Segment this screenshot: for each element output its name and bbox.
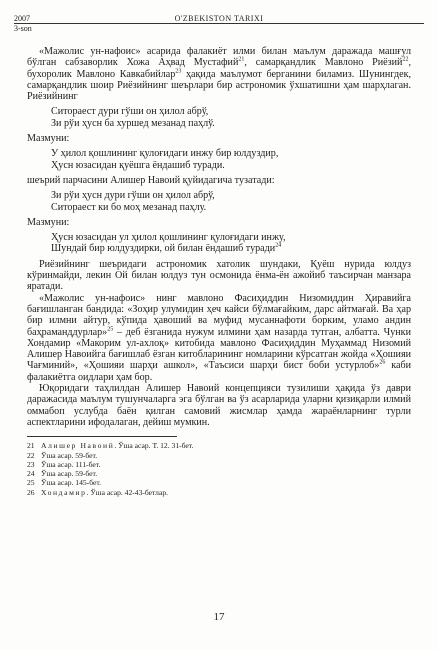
running-header bbox=[14, 10, 424, 40]
verse-line: У ҳилол қошлининг қулоғидаги инжу бир юлдуздир, bbox=[51, 148, 279, 160]
verse-line: Ҳусн юзасидан қуёшга ёндашиб туради. bbox=[51, 159, 225, 171]
header-rule bbox=[14, 23, 424, 24]
header-issue: 3-son bbox=[14, 24, 32, 33]
header-journal-title: O'ZBEKISTON TARIXI bbox=[174, 14, 264, 23]
verse-line: Ситораест дури гўши он ҳилол абрў, bbox=[51, 106, 209, 118]
paragraph-3: Риёзийнинг шеъридаги астрономик хатолик шундаки, Қуёш нурида юлдуз кўринмайди, лекин Ой билан юлдуз тун осмонида ёнма-ён ажойиб таъсирчан манзара яратади. bbox=[27, 258, 411, 293]
paragraph-1-text-b: , самарқандлик Мавлоно Риёзий bbox=[244, 57, 403, 69]
verse-corrected bbox=[51, 190, 411, 213]
meaning-label: Мазмуни: bbox=[27, 133, 70, 145]
footnote-number: 22 bbox=[27, 450, 35, 460]
footnote-number: 25 bbox=[27, 478, 35, 488]
footnote-text: Ўша асар. 59-бет. bbox=[41, 450, 98, 460]
footnotes bbox=[27, 441, 411, 497]
footnote-ref-24[interactable]: 24 bbox=[275, 243, 282, 250]
footnote-21 bbox=[27, 441, 411, 450]
footnote-24 bbox=[27, 469, 411, 478]
footnote-ref-26[interactable]: 26 bbox=[379, 360, 386, 367]
footnote-ref-23[interactable]: 23 bbox=[175, 68, 182, 75]
paragraph-4-text-c: каби фалакиётга оидлари ҳам бор. bbox=[27, 360, 411, 383]
paragraph-1-text-c: , бухоролик Мавлоно Кавкабийлар bbox=[27, 57, 411, 80]
header-year: 2007 bbox=[14, 14, 30, 23]
footnote-author: Алишер Навоий bbox=[41, 441, 115, 451]
verse-original bbox=[51, 106, 411, 129]
paragraph-4-text-b: – деб ёзганида нужум илмини ҳам назарда тутган, албатта. Чунки Хондамир «Макорим ул-ахлоқ» китобида мавлоно Фасиҳиддин Муҳаммад Низомий Алишер Навоийга бағишлаб ёзган китобларининг номларини кўрсатган жойда «Ҳошияи Чағминий», «Ҳошияи шарҳи ашкол», «Таъсиси шарҳи бист боби устурлоб» bbox=[27, 326, 411, 372]
paragraph-1-text-d: ҳақида маълумот берганини биламиз. Шунингдек, самарқандлик шоир Риёзийнинг шеърлари бир астрономик ўхшатишни ҳам шарҳлаган. Риёзийнинг bbox=[27, 68, 411, 103]
verse-line: Ситораест ки бо моҳ мезанад паҳлу. bbox=[51, 201, 207, 213]
verse-meaning-2 bbox=[51, 232, 411, 255]
footnote-text: . Ўша асар. Т. 12. 31-бет. bbox=[114, 441, 194, 451]
verse-meaning-1 bbox=[51, 148, 411, 171]
verse-line: Зи рўи ҳусн дури гўши он ҳилол абрў, bbox=[51, 190, 215, 202]
page-number: 17 bbox=[213, 611, 225, 623]
paragraph-5: Юқоридаги таҳлилдан Алишер Навоий концепцияси тузилиши ҳақида ўз даври даражасида маълум тушунчаларга эга бўлган ва ўз асарларида уларни қизиқарли илмий оммабоп услубда баён қилган самовий жисмлар ҳамда жараёнларнинг турли аспектларини ифодалаган, дейиш мумкин. bbox=[27, 383, 411, 428]
footnote-26 bbox=[27, 488, 411, 497]
paragraph-4-text-a: «Мажолис ун-нафоис» нинг мавлоно Фасиҳиддин Низомиддин Ҳиравийга бағишланган бандида: «Зоҳир улумидин ҳеч кайси бўлмағайким, дарс айтмағай. Ва ҳар бир илмни айтур, кўпида ҳавоший ва муфид мусаннафоти борким, уламо андин баҳраманддурлар» bbox=[27, 292, 411, 338]
verse-line-text: Шундай бир юлдуздирки, ой билан ёндашиб туради bbox=[51, 243, 276, 255]
footnote-text: Ўша асар. 59-бет. bbox=[41, 469, 98, 479]
verse-line: Зи рўи ҳусн ба хуршед мезанад паҳлў. bbox=[51, 117, 215, 129]
footnote-25 bbox=[27, 478, 411, 487]
meaning-label: Мазмуни: bbox=[27, 216, 70, 228]
paragraph-2: шеърий парчасини Алишер Навоий қуйидагича тузатади: bbox=[27, 174, 275, 186]
footnote-23 bbox=[27, 460, 411, 469]
footnote-rule bbox=[27, 436, 177, 437]
paragraph-1-text-a: «Мажолис ун-нафоис» асарида фалакиёт илми билан маълум даражада машғул бўлган сабзаворлик Хожа Аҳвад Мустафий bbox=[27, 46, 411, 69]
footnote-author: Хондамир bbox=[41, 487, 87, 497]
verse-line: Ҳусн юзасидан ул ҳилол қошлининг қулоғидаги инжу, bbox=[51, 232, 286, 244]
paragraph-4 bbox=[27, 293, 411, 383]
footnote-ref-22[interactable]: 22 bbox=[402, 56, 409, 63]
footnote-text: Ўша асар. 145-бет. bbox=[41, 478, 101, 488]
footnote-text: . Ўша асар. 42-43-бетлар. bbox=[86, 487, 169, 497]
footnote-text: Ўша асар. 111-бет. bbox=[41, 459, 101, 469]
footnote-number: 23 bbox=[27, 459, 35, 469]
footnote-ref-25[interactable]: 25 bbox=[107, 326, 114, 333]
footnote-22 bbox=[27, 451, 411, 460]
article-body bbox=[27, 46, 411, 497]
footnote-number: 21 bbox=[27, 441, 35, 451]
footnote-ref-21[interactable]: 21 bbox=[238, 56, 245, 63]
footnote-number: 24 bbox=[27, 469, 35, 479]
paragraph-1 bbox=[27, 46, 411, 102]
verse-line bbox=[51, 243, 411, 254]
footnote-number: 26 bbox=[27, 487, 35, 497]
